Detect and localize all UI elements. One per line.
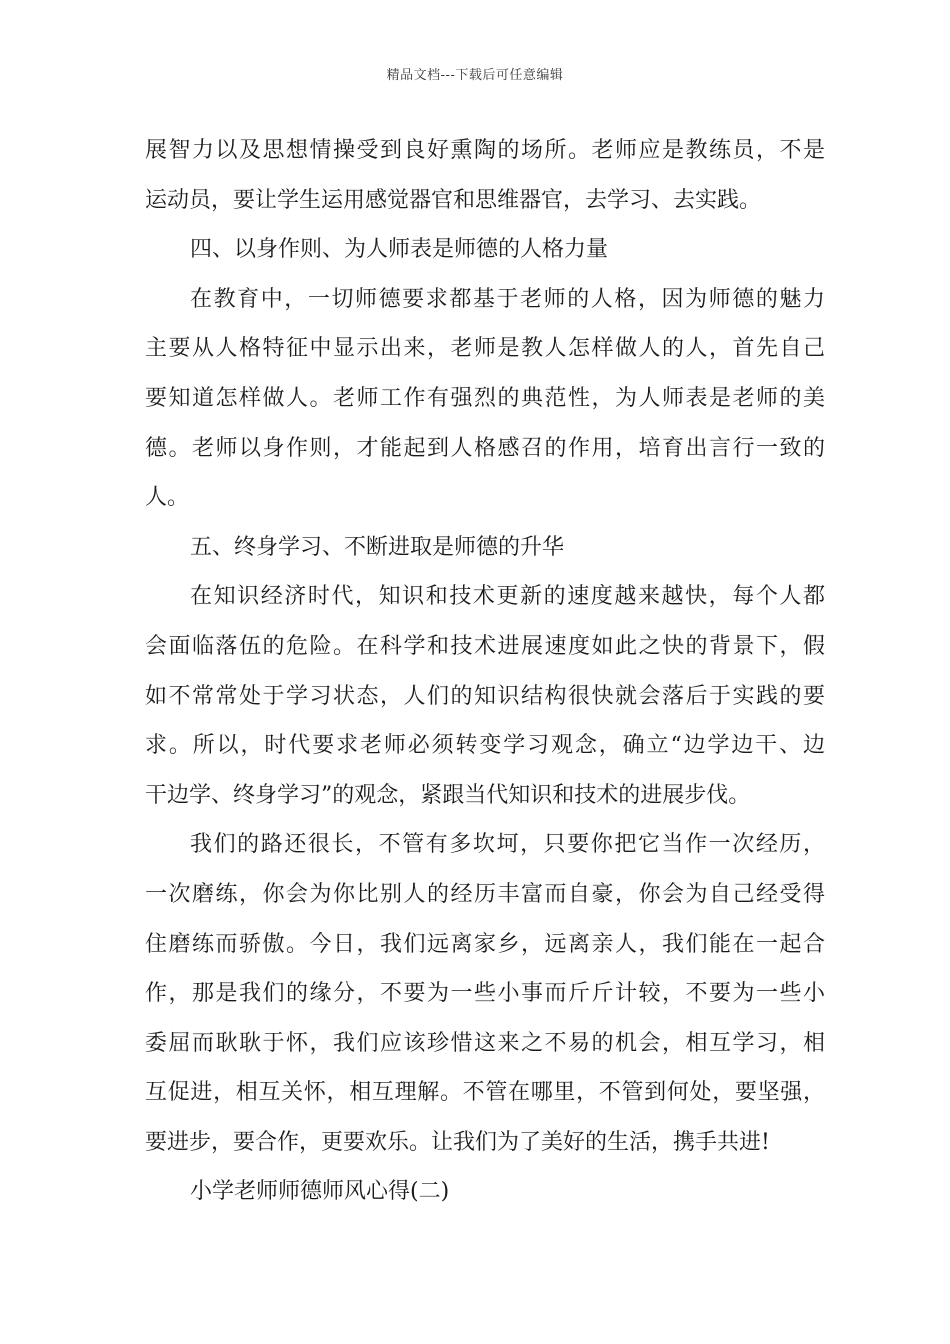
page-header: 精品文档---下载后可任意编辑: [386, 68, 564, 83]
text-line: 住磨练而骄傲。今日，我们远离家乡，远离亲人，我们能在一起合: [145, 931, 825, 957]
text-line: 互促进，相互关怀，相互理解。不管在哪里，不管到何处，要坚强，: [145, 1080, 825, 1106]
text-line: 求。所以，时代要求老师必须转变学习观念，确立“边学边干、边: [145, 733, 825, 759]
text-line: 会面临落伍的危险。在科学和技术进展速度如此之快的背景下，假: [145, 633, 825, 659]
text-line: 四、以身作则、为人师表是师德的人格力量: [190, 237, 609, 263]
document-body: [145, 126, 825, 1217]
text-line: 要进步，要合作，更要欢乐。让我们为了美好的生活，携手共进!: [145, 1129, 770, 1155]
text-line: 展智力以及思想情操受到良好熏陶的场所。老师应是教练员，不是: [145, 138, 825, 163]
text-line: 委屈而耿耿于怀，我们应该珍惜这来之不易的机会，相互学习，相: [145, 1030, 825, 1056]
text-line: 人。: [145, 485, 190, 511]
text-line: 要知道怎样做人。老师工作有强烈的典范性，为人师表是老师的美: [145, 385, 825, 411]
text-line: 主要从人格特征中显示出来，老师是教人怎样做人的人，首先自己: [145, 336, 825, 362]
text-line: 作，那是我们的缘分，不要为一些小事而斤斤计较，不要为一些小: [145, 981, 825, 1007]
text-line: 在知识经济时代，知识和技术更新的速度越来越快，每个人都: [190, 584, 825, 610]
text-line: 德。老师以身作则，才能起到人格感召的作用，培育出言行一致的: [145, 435, 825, 461]
text-line: 小学老师师德师风心得(二): [190, 1179, 450, 1205]
text-line: 我们的路还很长，不管有多坎坷，只要你把它当作一次经历，: [190, 832, 825, 858]
text-line: 运动员，要让学生运用感觉器官和思维器官，去学习、去实践。: [145, 187, 762, 213]
text-line: 五、终身学习、不断进取是师德的升华: [190, 534, 565, 560]
text-line: 在教育中，一切师德要求都基于老师的人格，因为师德的魅力: [190, 286, 825, 312]
text-line: 一次磨练，你会为你比别人的经历丰富而自豪，你会为自己经受得: [145, 881, 825, 907]
text-line: 如不常常处于学习状态，人们的知识结构很快就会落后于实践的要: [145, 683, 825, 709]
text-line: 干边学、终身学习”的观念，紧跟当代知识和技术的进展步伐。: [145, 782, 751, 808]
